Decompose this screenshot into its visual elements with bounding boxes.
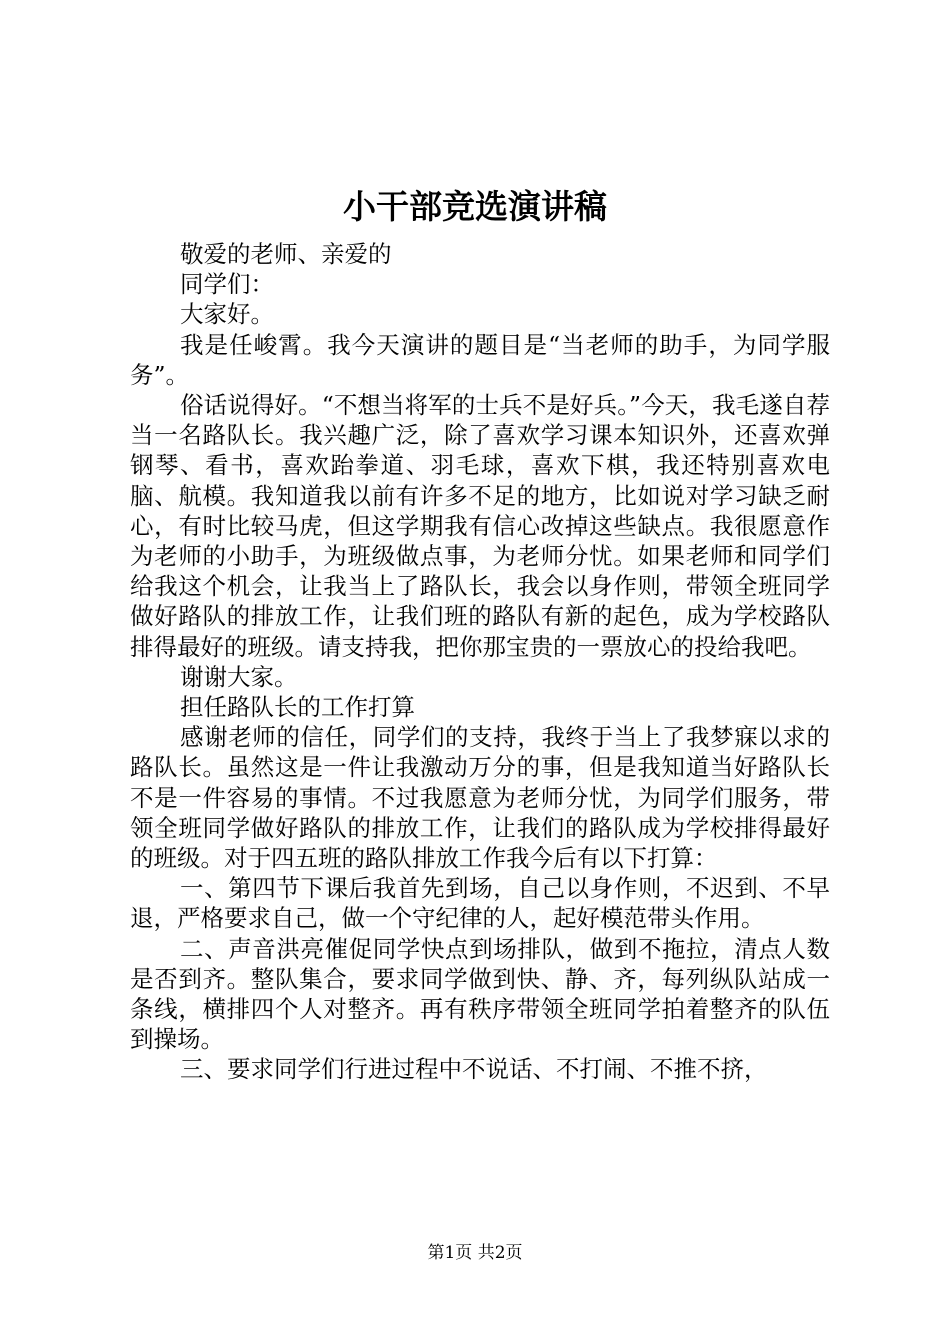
paragraph: 同学们：: [180, 270, 274, 299]
document-body: [130, 239, 830, 1085]
section-heading: 担任路队长的工作打算: [180, 693, 415, 722]
paragraph: 感谢老师的信任，同学们的支持，我终于当上了我梦寐以求的路队长。虽然这是一件让我激动万分的事，但是我知道当好路队长不是一件容易的事情。不过我愿意为老师分忧，为同学们服务，带领全班同学做好路队的排放工作，让我们的路队成为学校排得最好的班级。对于四五班的路队排放工作我今后有以下打算：: [130, 723, 830, 873]
paragraph: 敬爱的老师、亲爱的: [180, 240, 392, 268]
paragraph: 大家好。: [180, 300, 274, 329]
paragraph: 二、声音洪亮催促同学快点到场排队，做到不拖拉，清点人数是否到齐。整队集合，要求同学做到快、静、齐，每列纵队站成一条线，横排四个人对整齐。再有秩序带领全班同学拍着整齐的队伍到操场。: [130, 934, 830, 1054]
paragraph: 俗话说得好。“不想当将军的士兵不是好兵。”今天，我毛遂自荐当一名路队长。我兴趣广泛，除了喜欢学习课本知识外，还喜欢弹钢琴、看书，喜欢跆拳道、羽毛球，喜欢下棋，我还特别喜欢电脑、航模。我知道我以前有许多不足的地方，比如说对学习缺乏耐心，有时比较马虎，但这学期我有信心改掉这些缺点。我很愿意作为老师的小助手，为班级做点事，为老师分忧。如果老师和同学们给我这个机会，让我当上了路队长，我会以身作则，带领全班同学做好路队的排放工作，让我们班的路队有新的起色，成为学校路队排得最好的班级。请支持我，把你那宝贵的一票放心的投给我吧。: [130, 391, 830, 661]
paragraph: 一、第四节下课后我首先到场，自己以身作则，不迟到、不早退，严格要求自己，做一个守纪律的人，起好模范带头作用。: [130, 874, 830, 933]
page-title: 小干部竞选演讲稿: [343, 187, 607, 226]
paragraph: 谢谢大家。: [180, 662, 298, 691]
page-footer: 第1页 共2页: [427, 1243, 523, 1263]
paragraph: 三、要求同学们行进过程中不说话、不打闹、不推不挤，: [180, 1055, 768, 1084]
paragraph: 我是任峻霄。我今天演讲的题目是“当老师的助手，为同学服务”。: [130, 330, 830, 389]
